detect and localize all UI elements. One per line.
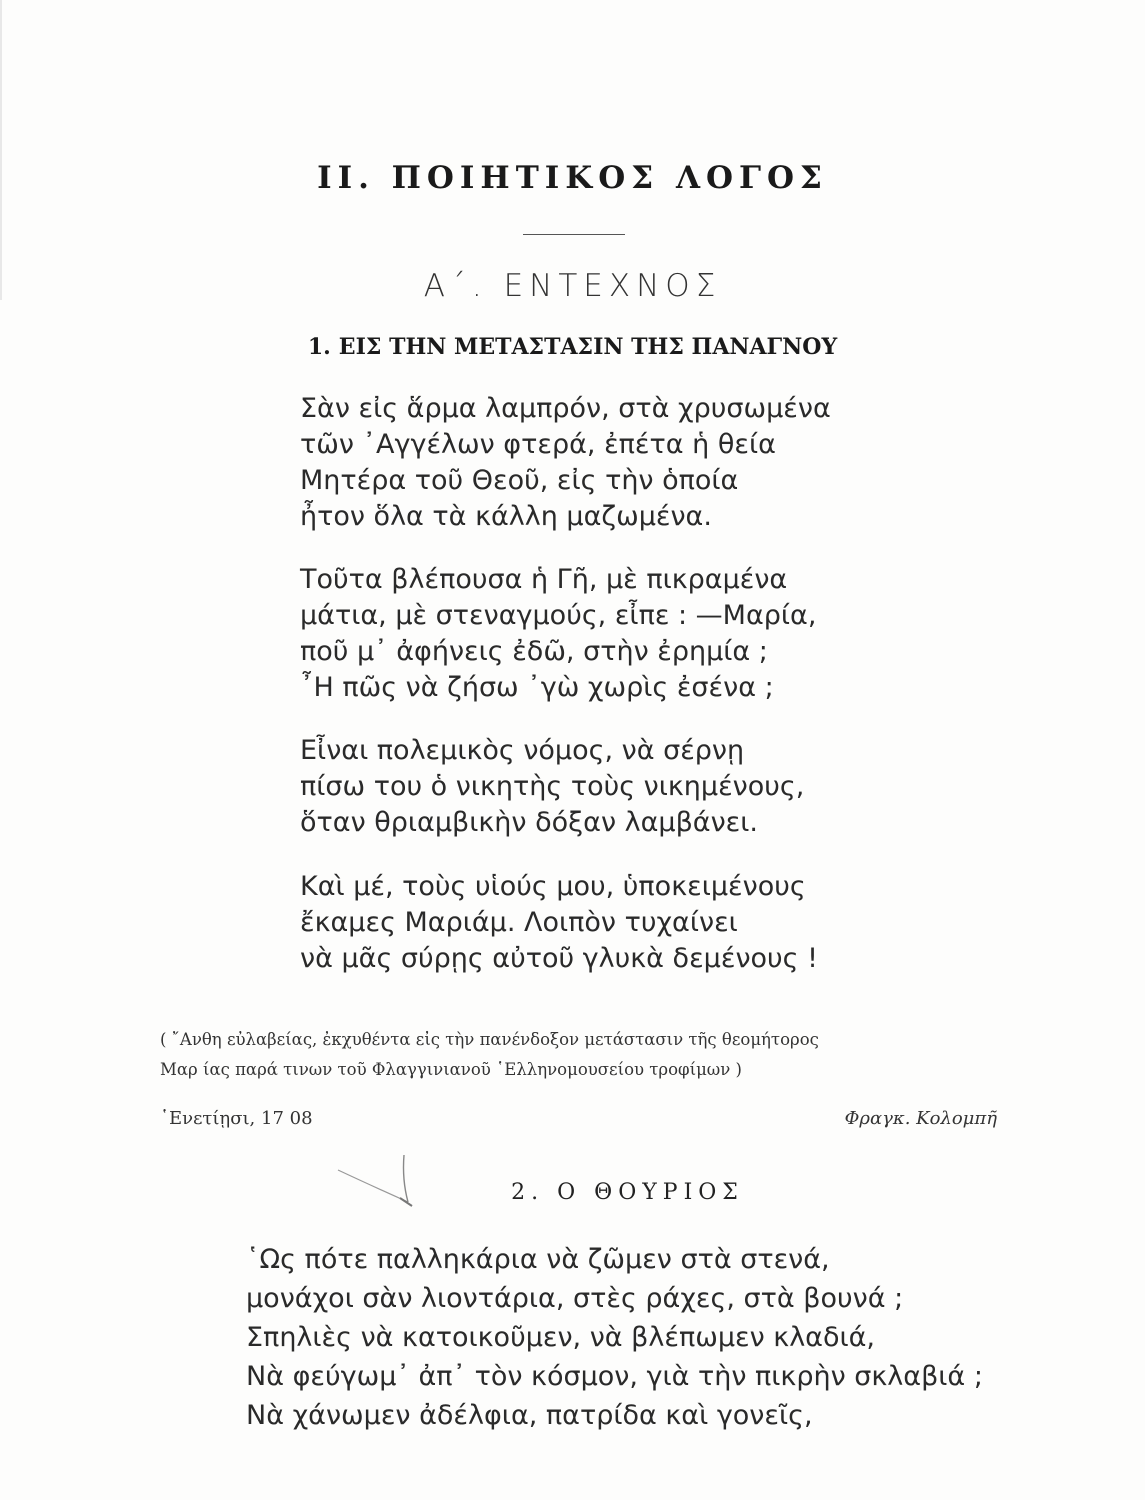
source-note-line: ( ῎Ανθη εὐλαβείας, ἐκχυθέντα εἰς τὴν πανένδοξον μετάστασιν τῆς θεομήτορος — [160, 1030, 819, 1049]
verse-line: ποῦ μ᾿ ἀφήνεις ἐδῶ, στὴν ἐρημία ; — [300, 636, 768, 667]
poem-2-number: 2. — [511, 1180, 545, 1205]
poem-1-place-date: ῾Ενετίῃσι, 17 08 — [160, 1108, 313, 1129]
verse-line: Νὰ φεύγωμ᾿ ἀπ᾿ τὸν κόσμον, γιὰ τὴν πικρὴν σκλαβιά ; — [246, 1361, 983, 1392]
verse-line: ῾Ως πότε παλληκάρια νὰ ζῶμεν στὰ στενά, — [246, 1244, 830, 1275]
verse-line: τῶν ᾿Αγγέλων φτερά, ἐπέτα ἡ θεία — [300, 429, 776, 460]
verse-line: Σπηλιὲς νὰ κατοικοῦμεν, νὰ βλέπωμεν κλαδιά, — [246, 1322, 876, 1353]
verse-line: Σὰν εἰς ἅρμα λαμπρόν, στὰ χρυσωμένα — [300, 393, 831, 424]
source-note-line: Μαρ ίας παρά τινων τοῦ Φλαγγινιανοῦ ῾Ελληνομουσείου τροφίμων ) — [160, 1060, 742, 1079]
part-heading: II. ΠΟΙΗΤΙΚΟΣ ΛΟΓΟΣ — [317, 160, 828, 196]
verse-line: ὅταν θριαμβικὴν δόξαν λαμβάνει. — [300, 807, 758, 838]
poem-2-title-text: Ο ΘΟΥΡΙΟΣ — [557, 1180, 744, 1205]
poem-2-title — [0, 1180, 1145, 1205]
section-heading: Α΄. ΕΝΤΕΧΝΟΣ — [423, 268, 722, 304]
poem-1-stanza-2 — [300, 562, 940, 706]
verse-line: Καὶ μέ, τοὺς υἱούς μου, ὑποκειμένους — [300, 871, 806, 902]
poem-1-stanza-3 — [300, 733, 940, 841]
scan-edge-shadow — [0, 0, 2, 300]
poem-1-author: Φραγκ. Κολομπῆ — [844, 1108, 997, 1129]
heading-divider — [523, 234, 625, 235]
verse-line: ἦτον ὅλα τὰ κάλλη μαζωμένα. — [300, 501, 712, 532]
verse-line: Εἶναι πολεμικὸς νόμος, νὰ σέρνῃ — [300, 735, 745, 766]
poem-1-number: 1. — [307, 334, 331, 360]
verse-line: νὰ μᾶς σύρῃς αὐτοῦ γλυκὰ δεμένους ! — [300, 943, 818, 974]
verse-line: ῏Η πῶς νὰ ζήσω ᾿γὼ χωρὶς ἐσένα ; — [300, 672, 774, 703]
verse-line: Τοῦτα βλέπουσα ἡ Γῆ, μὲ πικραμένα — [300, 564, 788, 595]
poem-2-text — [246, 1240, 983, 1435]
verse-line: ἔκαμες Μαριάμ. Λοιπὸν τυχαίνει — [300, 907, 738, 938]
poem-1-stanza-4 — [300, 869, 940, 977]
verse-line: Νὰ χάνωμεν ἀδέλφια, πατρίδα καὶ γονεῖς, — [246, 1400, 813, 1431]
poem-1-source-note — [160, 1025, 1005, 1085]
verse-line: μάτια, μὲ στεναγμούς, εἶπε : —Μαρία, — [300, 600, 817, 631]
verse-line: μονάχοι σὰν λιοντάρια, στὲς ράχες, στὰ βουνά ; — [246, 1283, 904, 1314]
poem-1-title — [0, 334, 1145, 360]
verse-line: πίσω του ὁ νικητὴς τοὺς νικημένους, — [300, 771, 805, 802]
poem-1-title-text: ΕΙΣ ΤΗΝ ΜΕΤΑΣΤΑΣΙΝ ΤΗΣ ΠΑΝΑΓΝΟΥ — [338, 334, 838, 360]
poem-1-stanza-1 — [300, 391, 940, 535]
verse-line: Μητέρα τοῦ Θεοῦ, εἰς τὴν ὁποία — [300, 465, 739, 496]
